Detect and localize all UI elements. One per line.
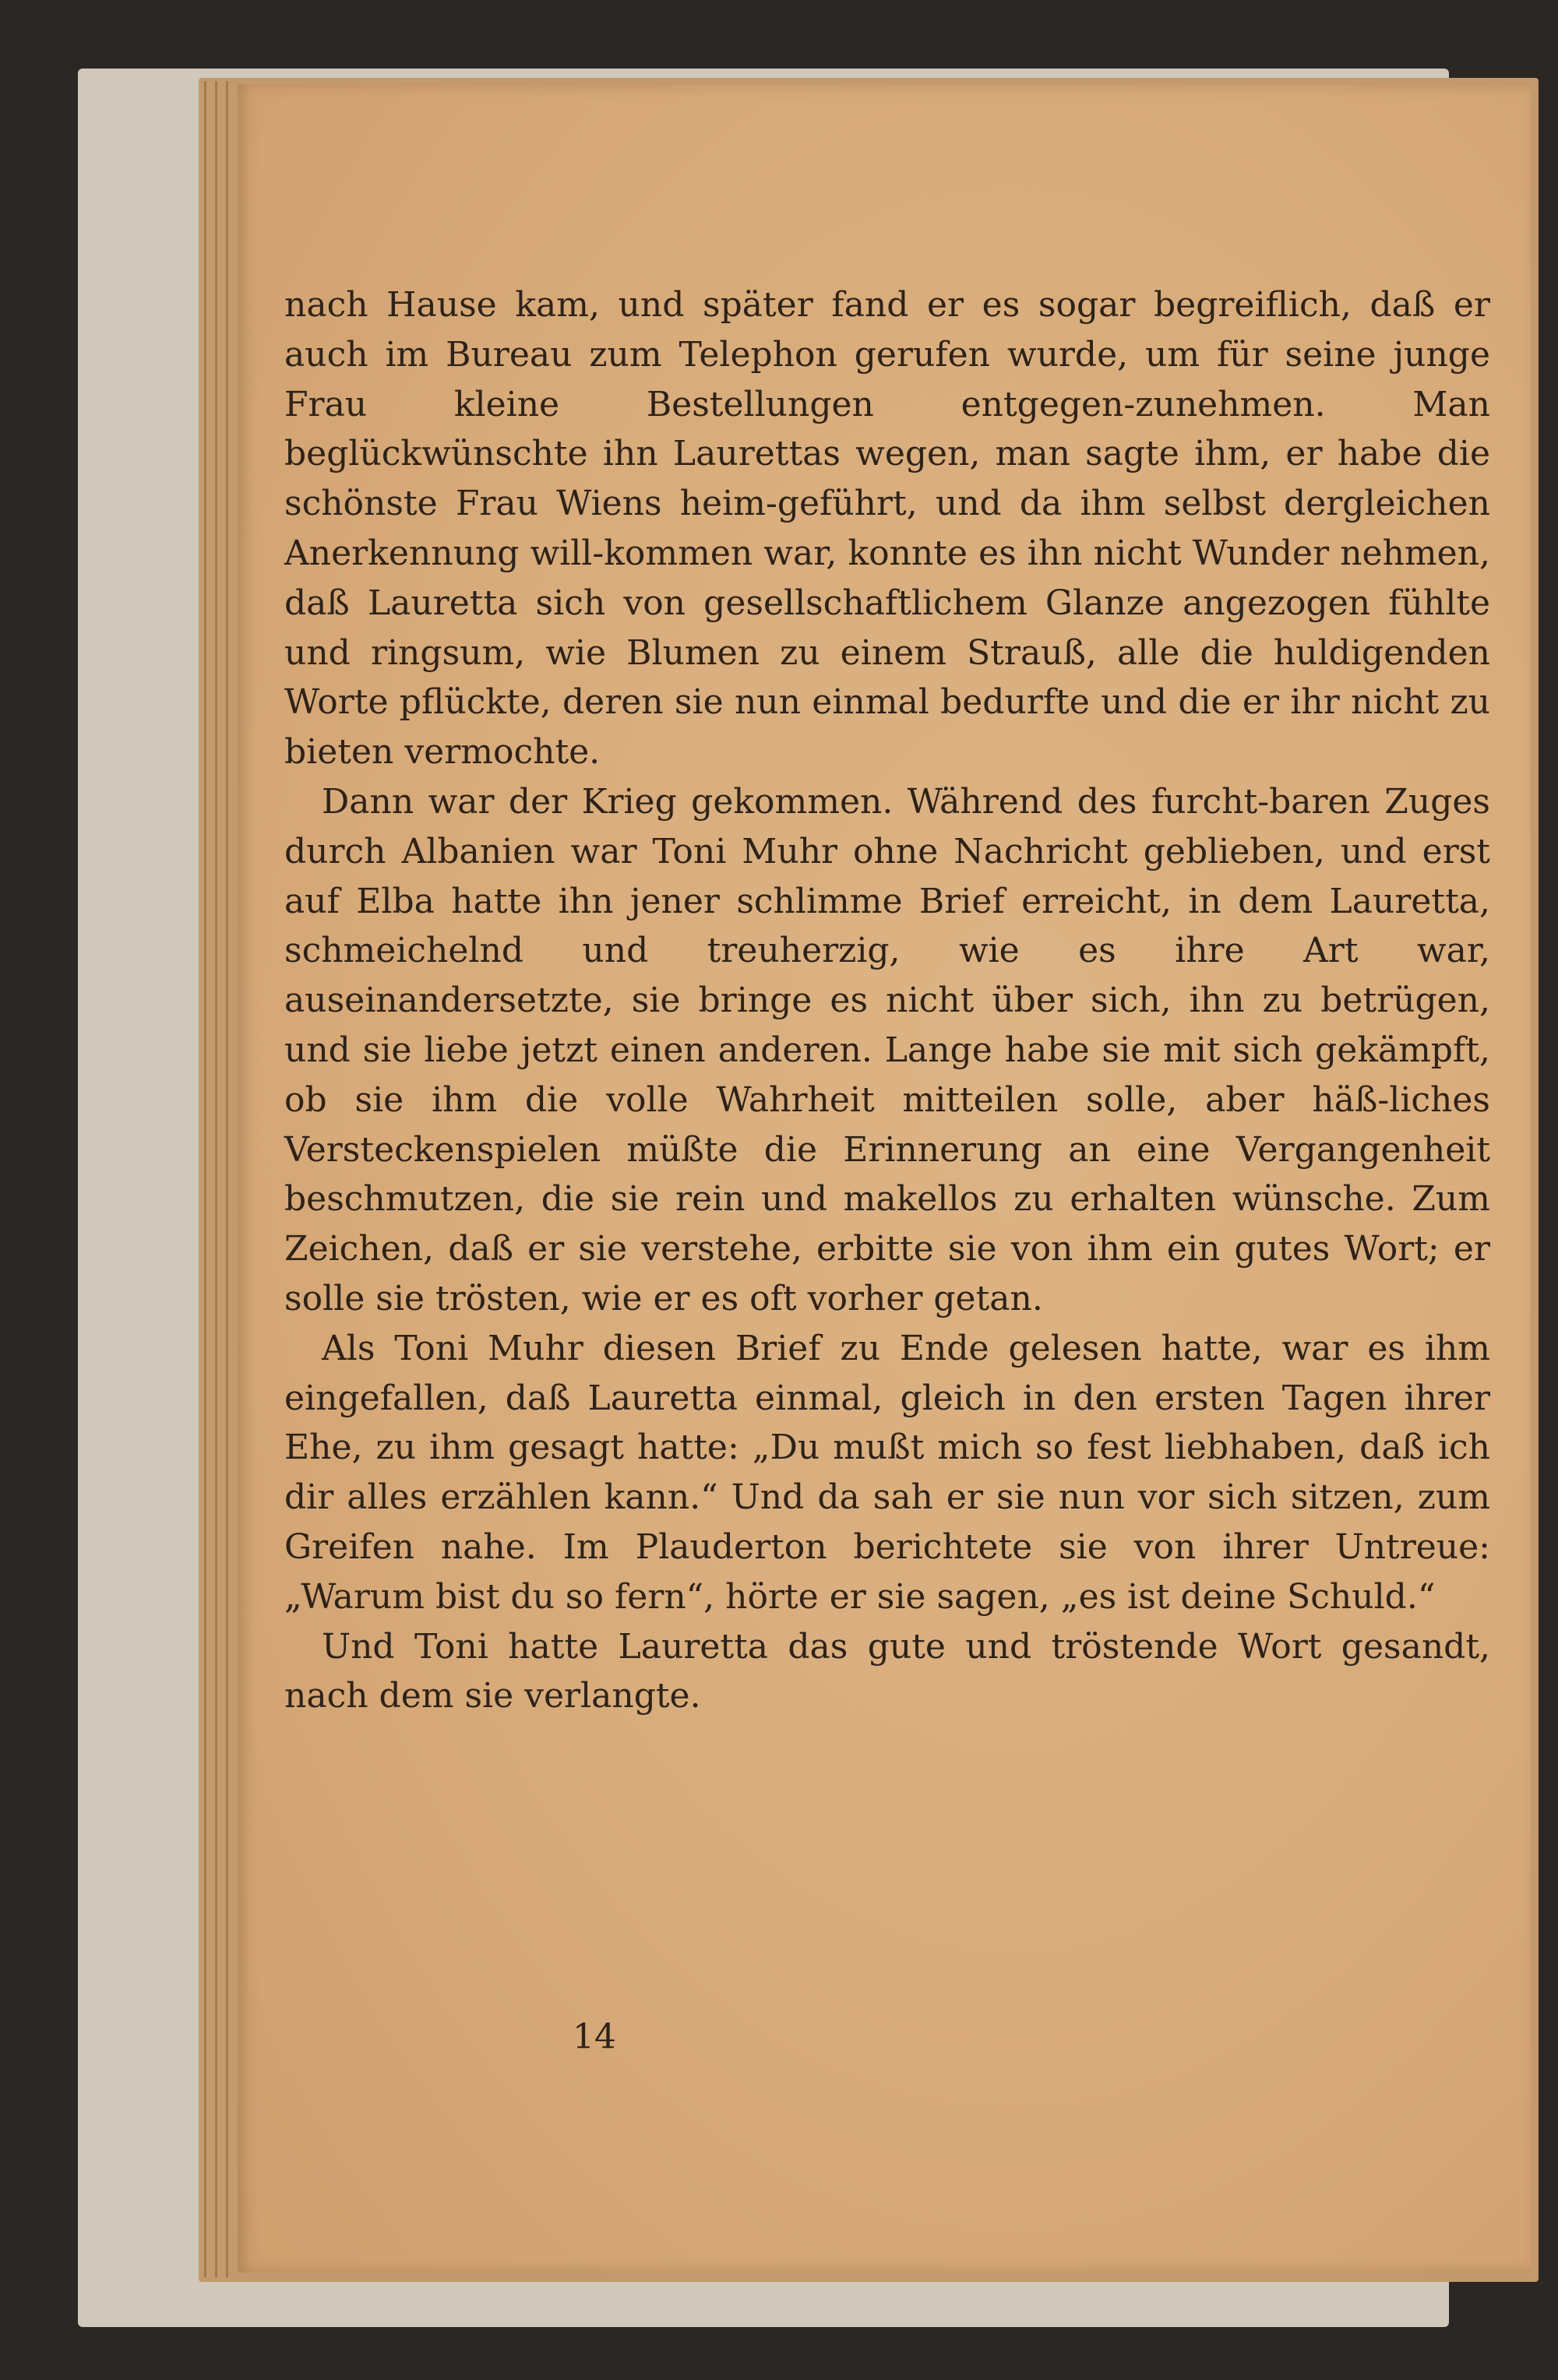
paragraph: Als Toni Muhr diesen Brief zu Ende gelesen hatte, war es ihm eingefallen, daß Lauretta einmal, gleich in den ersten Tagen ihrer Ehe, zu ihm gesagt hatte: „Du mußt mich so fest liebhaben, daß ich dir alles erzählen kann.“ Und da sah er sie nun vor sich sitzen, zum Greifen nahe. Im Plauderton berichtete sie von ihrer Untreue: „Warum bist du so fern“, hörte er sie sagen, „es ist deine Schuld.“ [284, 1328, 1490, 1617]
paragraph: Und Toni hatte Lauretta das gute und tröstende Wort gesandt, nach dem sie verlangte. [284, 1626, 1490, 1716]
body-text [284, 280, 1490, 1721]
page-edge-line [215, 81, 217, 2277]
paragraph: Dann war der Krieg gekommen. Während des furcht-baren Zuges durch Albanien war Toni Muhr ohne Nachricht geblieben, und erst auf Elba hatte ihn jener schlimme Brief erreicht, in dem Lauretta, schmeichelnd und treuherzig, wie es ihre Art war, auseinandersetzte, sie bringe es nicht über sich, ihn zu betrügen, und sie liebe jetzt einen anderen. Lange habe sie mit sich gekämpft, ob sie ihm die volle Wahrheit mitteilen solle, aber häß-liches Versteckenspielen müßte die Erinnerung an eine Vergangenheit beschmutzen, die sie rein und makellos zu erhalten wünsche. Zum Zeichen, daß er sie verstehe, erbitte sie von ihm ein gutes Wort; er solle sie trösten, wie er es oft vorher getan. [284, 781, 1490, 1319]
page-edge-line [204, 81, 206, 2277]
page-number: 14 [573, 2017, 616, 2057]
paragraph: nach Hause kam, und später fand er es sogar begreiflich, daß er auch im Bureau zum Telephon gerufen wurde, um für seine junge Frau kleine Bestellungen entgegen-zunehmen. Man beglückwünschte ihn Laurettas wegen, man sagte ihm, er habe die schönste Frau Wiens heim-geführt, und da ihm selbst dergleichen Anerkennung will-kommen war, konnte es ihn nicht Wunder nehmen, daß Lauretta sich von gesellschaftlichem Glanze angezogen fühlte und ringsum, wie Blumen zu einem Strauß, alle die huldigenden Worte pflückte, deren sie nun einmal bedurfte und die er ihr nicht zu bieten vermochte. [284, 285, 1490, 773]
page-edge-line [226, 81, 228, 2277]
